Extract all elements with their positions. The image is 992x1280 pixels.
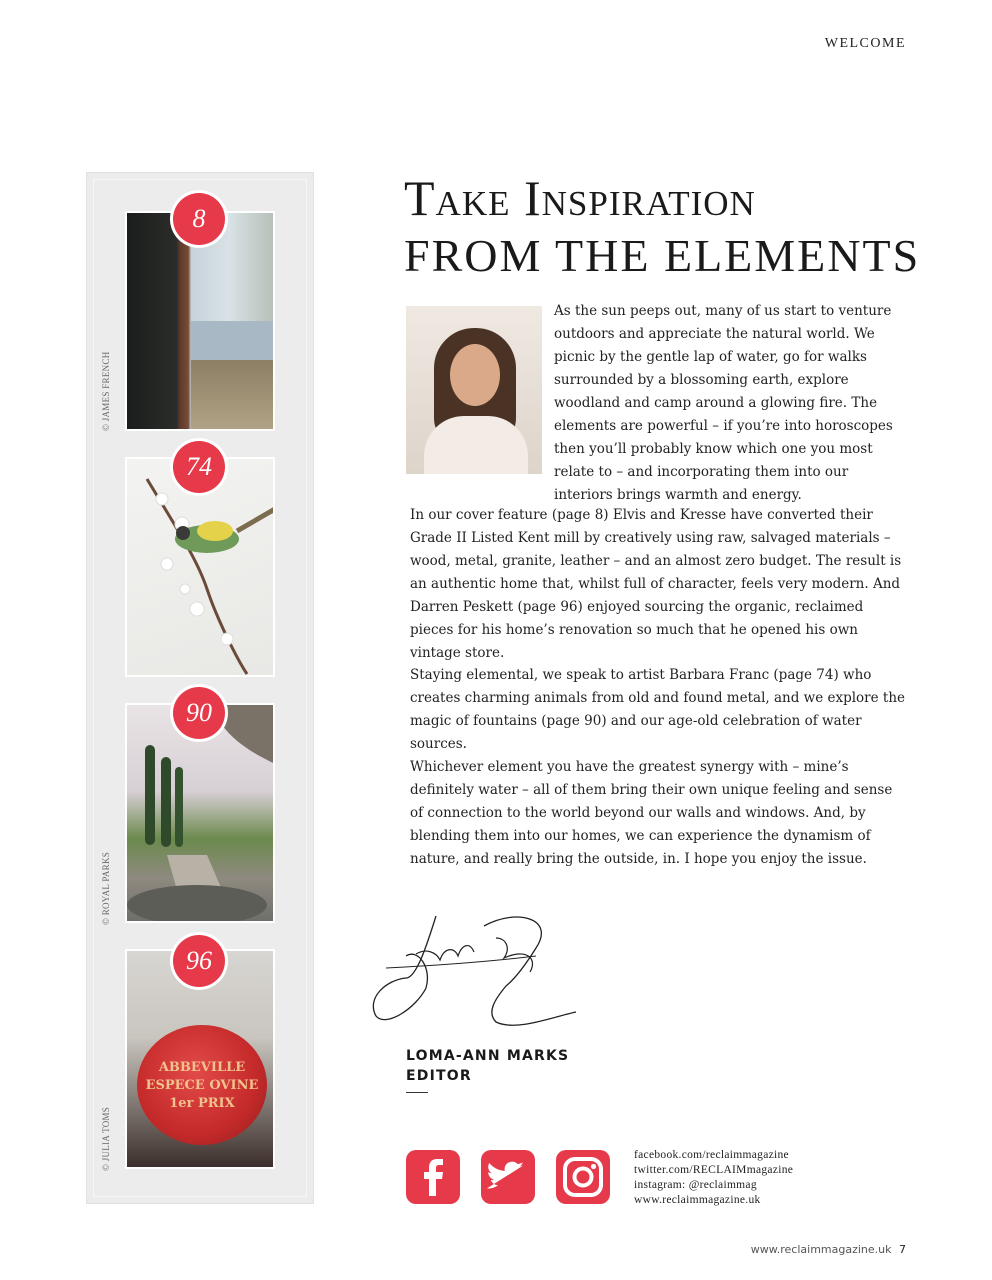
headline-line-2: FROM THE ELEMENTS [404,230,921,281]
page-badge-74[interactable]: 74 [173,441,225,493]
body-paragraph-1: In our cover feature (page 8) Elvis and Kresse have converted their Grade II Listed Kent mill by creatively using raw, salvaged materials – wood, metal, granite, leather – and an almost zero budget. The result is an authentic home that, whilst full of character, feels very modern. And Darren Peskett (page 96) enjoyed sourcing the organic, reclaimed pieces for his home’s renovation so much that he opened his own vintage store. [410,507,902,661]
website-link[interactable]: www.reclaimmagazine.uk [634,1194,761,1206]
facebook-link[interactable]: facebook.com/reclaimmagazine [634,1149,789,1161]
portrait-face [450,344,500,406]
branch-illustration [137,469,275,677]
social-links [634,1148,793,1208]
intro-paragraph: As the sun peeps out, many of us start to venture outdoors and appreciate the natural world. We picnic by the gentle lap of water, go for walks surrounded by a blossoming earth, explore woodland and camp around a glowing fire. The elements are powerful – if you’re into horoscopes then you’ll probably know which one you most relate to – and incorporating them into our interiors brings warmth and energy. [554,303,893,503]
photo-credit-royal-parks: © ROYAL PARKS [101,851,111,925]
signoff-rule [406,1092,428,1093]
photo-strip [86,172,314,1204]
instagram-link[interactable]: instagram: @reclaimmag [634,1179,757,1191]
headline [404,168,924,284]
footer-url[interactable]: www.reclaimmagazine.uk [750,1243,892,1256]
facebook-icon[interactable] [406,1150,460,1204]
editor-name: LOMA-ANN MARKS [406,1048,570,1064]
page-badge-90[interactable]: 90 [173,687,225,739]
photo-ground [191,360,273,429]
page-number: 7 [899,1243,906,1256]
page-badge-96[interactable]: 96 [173,935,225,987]
photo-water [191,321,273,360]
twitter-link[interactable]: twitter.com/RECLAIMmagazine [634,1164,794,1176]
page-badge-8[interactable]: 8 [173,193,225,245]
body-paragraph-2: Staying elemental, we speak to artist Barbara Franc (page 74) who creates charming animals from old and found metal, and we explore the magic of fountains (page 90) and our age-old celebration of water sources. [410,667,906,752]
red-plaque [137,1025,267,1145]
photo-credit-james-french: © JAMES FRENCH [101,351,111,431]
plaque-text: ABBEVILLE ESPECE OVINE 1er PRIX [145,1060,259,1111]
photo-credit-julia-toms: © JULIA TOMS [101,1106,111,1171]
instagram-icon[interactable] [556,1150,610,1204]
portrait-top [424,416,528,474]
twitter-icon[interactable] [481,1150,535,1204]
editor-signature [366,908,582,1038]
page-footer [751,1243,906,1256]
headline-line-1: Take Inspiration [404,170,756,226]
editor-portrait [406,306,542,474]
body-paragraph-3: Whichever element you have the greatest synergy with – mine’s definitely water – all of them bring their own unique feeling and sense of connection to the world beyond our walls and windows. And, by blending them into our homes, we can experience the dynamism of nature, and really bring the outside, in. I hope you enjoy the issue. [410,759,893,867]
editor-role: EDITOR [406,1068,472,1084]
section-label: WELCOME [824,36,906,51]
